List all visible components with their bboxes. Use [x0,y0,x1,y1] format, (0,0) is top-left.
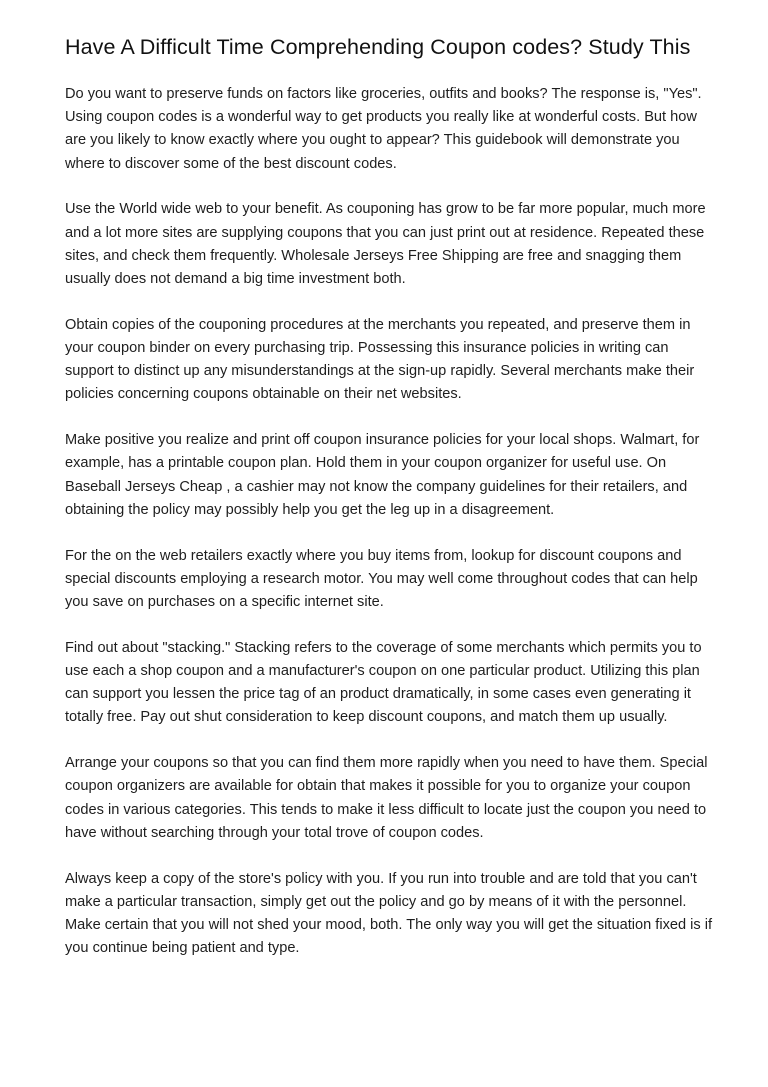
paragraph: Arrange your coupons so that you can find them more rapidly when you need to have them. Special coupon organizers are available for obtain that makes it possible for you to organize your coupon codes in various categories. This tends to make it less difficult to locate just the coupon you need to have without searching through your total trove of coupon codes. [65,755,708,841]
paragraph: Make positive you realize and print off coupon insurance policies for your local shops. Walmart, for example, has a printable coupon plan. Hold them in your coupon organizer for useful use. On Baseball Jerseys Cheap , a cashier may not know the company guidelines for their retailers, and obtaining the policy may possibly help you get the leg up in a disagreement. [65,432,700,518]
paragraph: Do you want to preserve funds on factors like groceries, outfits and books? The response is, "Yes". Using coupon codes is a wonderful way to get products you really like at wonderful costs. But how are you likely to know exactly where you ought to appear? This guidebook will demonstrate you where to discover some of the best discount codes. [65,86,702,172]
document-page [65,36,713,960]
paragraph: Always keep a copy of the store's policy with you. If you run into trouble and are told that you can't make a particular transaction, simply get out the policy and go by means of it with the personnel. Make certain that you will not shed your mood, both. The only way you will get the situation fixed is if you continue being patient and type. [65,870,713,957]
paragraph: Obtain copies of the couponing procedures at the merchants you repeated, and preserve them in your coupon binder on every purchasing trip. Possessing this insurance policies in writing can support to distinct up any misunderstandings at the sign-up rapidly. Several merchants make their policies concerning coupons obtainable on their net websites. [65,316,695,403]
paragraph: Use the World wide web to your benefit. As couponing has grow to be far more popular, much more and a lot more sites are supplying coupons that you can just print out at residence. Repeated these sites, and check them frequently. Wholesale Jerseys Free Shipping are free and snagging them usually does not demand a big time investment both. [65,201,706,288]
paragraph: For the on the web retailers exactly where you buy items from, lookup for discount coupons and special discounts employing a research motor. You may well come throughout codes that can help you save on purchases on a specific internet site. [65,547,698,611]
document-title: Have A Difficult Time Comprehending Coupon codes? Study This [65,35,691,59]
paragraph: Find out about "stacking." Stacking refers to the coverage of some merchants which permits you to use each a shop coupon and a manufacturer's coupon on one particular product. Utilizing this plan can support you lessen the price tag of an product dramatically, in some cases even generating it totally free. Pay out shut consideration to keep discount coupons, and match them up usually. [65,639,702,726]
